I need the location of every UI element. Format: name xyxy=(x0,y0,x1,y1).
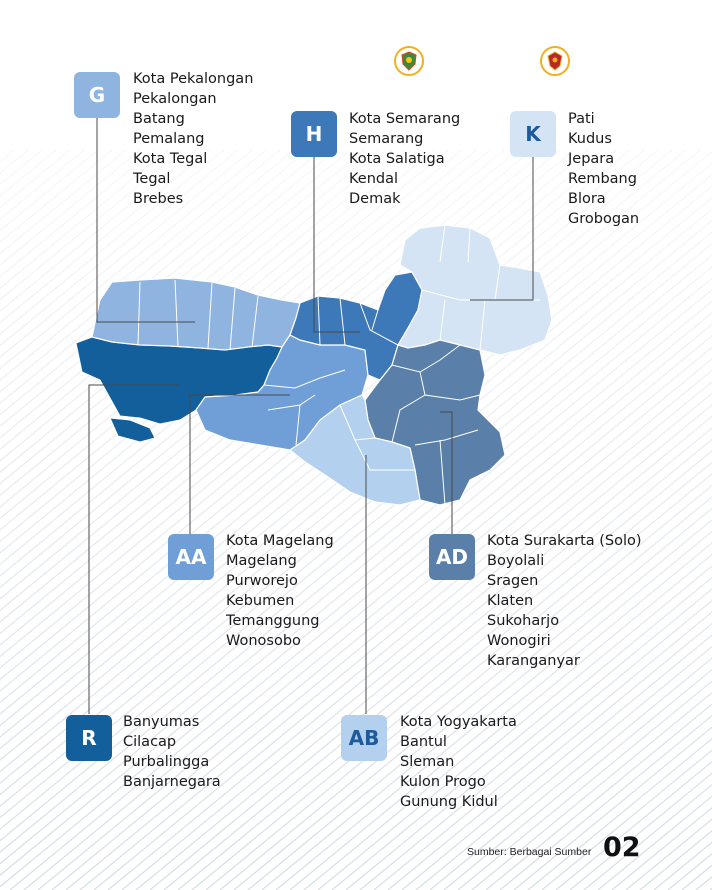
area-item: Karanganyar xyxy=(487,653,580,669)
area-item: Kota Tegal xyxy=(133,151,208,167)
jateng-label: Jateng xyxy=(436,50,502,72)
code-box-ad: AD xyxy=(429,534,475,580)
area-item: Kota Surakarta (Solo) xyxy=(487,533,642,549)
area-item: Gunung Kidul xyxy=(400,794,498,810)
area-list-ab xyxy=(400,712,517,812)
area-item: Rembang xyxy=(568,171,637,187)
area-list-h xyxy=(349,109,460,209)
area-item: Wonogiri xyxy=(487,633,551,649)
area-item: Pati xyxy=(568,111,595,127)
area-item: Magelang xyxy=(226,553,297,569)
area-item: Pemalang xyxy=(133,131,205,147)
source-note: Sumber: Berbagai Sumber xyxy=(467,846,592,858)
area-item: Klaten xyxy=(487,593,534,609)
code-box-h: H xyxy=(291,111,337,157)
area-list-k xyxy=(568,109,639,229)
area-item: Temanggung xyxy=(226,613,320,629)
area-item: Demak xyxy=(349,191,401,207)
area-item: Kudus xyxy=(568,131,612,147)
area-item: Kota Pekalongan xyxy=(133,71,254,87)
area-item: Bantul xyxy=(400,734,447,750)
area-item: Cilacap xyxy=(123,734,177,750)
code-box-aa: AA xyxy=(168,534,214,580)
area-item: Brebes xyxy=(133,191,184,207)
area-item: Purworejo xyxy=(226,573,298,589)
area-item: Tegal xyxy=(133,171,171,187)
area-item: Kota Semarang xyxy=(349,111,461,127)
area-item: Pekalongan xyxy=(133,91,217,107)
area-item: Banyumas xyxy=(123,714,200,730)
area-item: Wonosobo xyxy=(226,633,301,649)
diy-label: DIY xyxy=(582,50,617,72)
code-box-g: G xyxy=(74,72,120,118)
area-list-aa xyxy=(226,531,334,651)
area-item: Kota Yogyakarta xyxy=(400,714,517,730)
area-item: Kebumen xyxy=(226,593,295,609)
area-list-r xyxy=(123,712,221,792)
area-item: Batang xyxy=(133,111,185,127)
area-item: Banjarnegara xyxy=(123,774,221,790)
region-g xyxy=(92,278,300,350)
code-box-r: R xyxy=(66,715,112,761)
area-item: Kota Magelang xyxy=(226,533,334,549)
area-item: Boyolali xyxy=(487,553,545,569)
code-box-ab: AB xyxy=(341,715,387,761)
area-item: Jepara xyxy=(568,151,615,167)
code-box-k: K xyxy=(510,111,556,157)
area-list-g xyxy=(133,69,253,209)
area-item: Purbalingga xyxy=(123,754,210,770)
area-list-ad xyxy=(487,531,642,671)
area-item: Sleman xyxy=(400,754,455,770)
area-item: Semarang xyxy=(349,131,424,147)
area-item: Grobogan xyxy=(568,211,640,227)
area-item: Sukoharjo xyxy=(487,613,560,629)
area-item: Kendal xyxy=(349,171,399,187)
area-item: Blora xyxy=(568,191,606,207)
page-number: 02 xyxy=(603,832,641,863)
region-r-tail xyxy=(110,418,155,442)
area-item: Sragen xyxy=(487,573,539,589)
area-item: Kota Salatiga xyxy=(349,151,445,167)
area-item: Kulon Progo xyxy=(400,774,486,790)
